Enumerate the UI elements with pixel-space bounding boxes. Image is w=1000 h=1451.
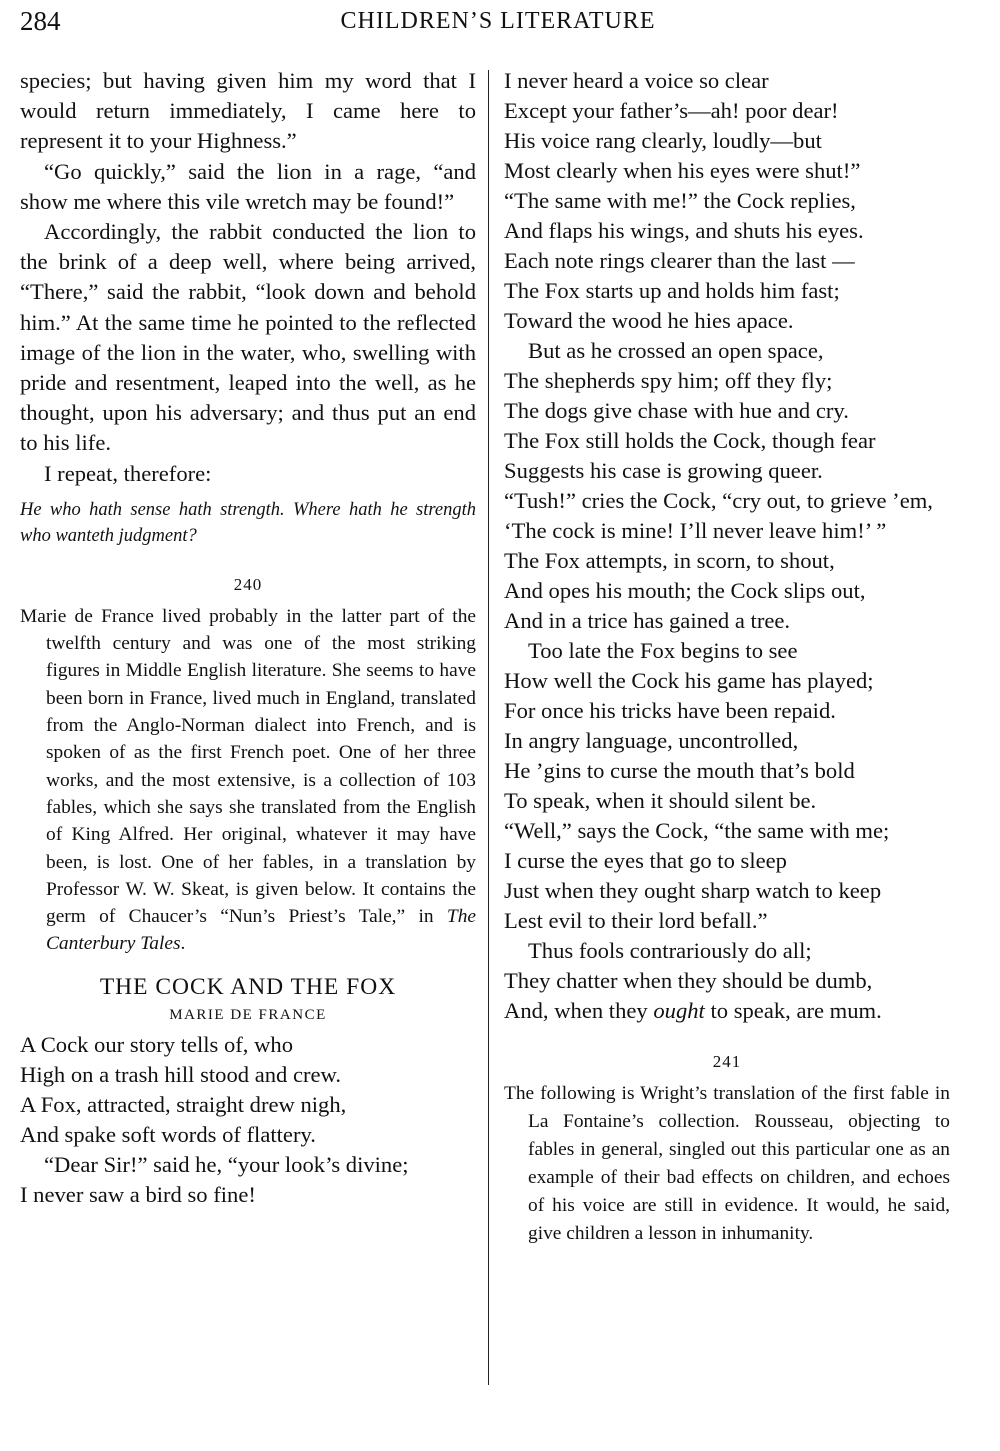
verse-line: I never heard a voice so clear	[504, 68, 769, 93]
verse-line: Except your father’s—ah! poor dear!	[504, 98, 839, 123]
page-header	[18, 6, 978, 42]
verse-line	[504, 996, 950, 1026]
verse-line: Most clearly when his eyes were shut!”	[504, 158, 861, 183]
verse-line: A Fox, attracted, straight drew nigh,	[20, 1091, 347, 1117]
verse-block	[504, 66, 950, 1026]
verse-line: Toward the wood he hies apace.	[504, 308, 794, 333]
verse-line: Each note rings clearer than the last —	[504, 248, 855, 273]
verse-line: For once his tricks have been repaid.	[504, 698, 836, 723]
verse-line: The Fox still holds the Cock, though fear	[504, 428, 876, 453]
verse-line: His voice rang clearly, loudly—but	[504, 128, 822, 153]
emphasis: ought	[653, 998, 705, 1023]
moral-text: He who hath sense hath strength. Where hath he strength who wanteth judgment?	[20, 499, 476, 546]
verse-line: To speak, when it should silent be.	[504, 788, 817, 813]
verse-line: And in a trice has gained a tree.	[504, 608, 791, 633]
verse-line: “Tush!” cries the Cock, “cry out, to grieve ’em,	[504, 488, 933, 513]
verse-line: Thus fools contrariously do all;	[528, 938, 812, 963]
verse-line: A Cock our story tells of, who	[20, 1031, 293, 1057]
verse-block	[20, 1030, 476, 1210]
page-number: 284	[20, 6, 61, 36]
verse-line: ‘The cock is mine! I’ll never leave him!’ ”	[504, 518, 887, 543]
verse-line: The dogs give chase with hue and cry.	[504, 398, 849, 423]
verse-line: But as he crossed an open space,	[528, 338, 824, 363]
verse-line: I curse the eyes that go to sleep	[504, 848, 787, 873]
running-title: CHILDREN’S LITERATURE	[340, 8, 656, 34]
editorial-note: The following is Wright’s translation of the first fable in La Fontaine’s collection. Rousseau, objecting to fables in general, singled out this particular one as an example of their bad effects on children, and echoes of his voice are still in evidence. It would, he said, give children a lesson in inhumanity.	[504, 1083, 950, 1244]
paragraph: species; but having given him my word that I would return immediately, I came here to represent it to your Highness.”	[20, 68, 476, 154]
book-title: The Canterbury Tales	[46, 906, 476, 955]
verse-line: And flaps his wings, and shuts his eyes.	[504, 218, 864, 243]
verse-line: The Fox starts up and holds him fast;	[504, 278, 840, 303]
paragraph: I repeat, therefore:	[44, 460, 212, 486]
poem-title: THE COCK AND THE FOX	[99, 973, 397, 1000]
section-number: 240	[233, 574, 263, 594]
verse-line: How well the Cock his game has played;	[504, 668, 874, 693]
verse-line: And opes his mouth; the Cock slips out,	[504, 578, 866, 603]
verse-text: to speak, are mum.	[710, 998, 882, 1023]
verse-line: He ’gins to curse the mouth that’s bold	[504, 758, 855, 783]
left-column	[20, 66, 476, 1210]
paragraph: Accordingly, the rabbit conducted the lion to the brink of a deep well, where being arrived, “There,” said the rabbit, “look down and behold him.” At the same time he pointed to the reflected image of the lion in the water, who, swelling with pride and resentment, leaped into the well, as he thought, upon his adversary; and thus put an end to his life.	[20, 219, 476, 456]
verse-line: Too late the Fox begins to see	[528, 638, 798, 663]
verse-line: “The same with me!” the Cock replies,	[504, 188, 856, 213]
verse-line: The Fox attempts, in scorn, to shout,	[504, 548, 835, 573]
note-end: .	[180, 933, 186, 955]
verse-line: In angry language, uncontrolled,	[504, 728, 799, 753]
verse-line: I never saw a bird so fine!	[20, 1181, 256, 1207]
editorial-note	[20, 603, 476, 958]
verse-line: “Well,” says the Cock, “the same with me;	[504, 818, 890, 843]
verse-line: The shepherds spy him; off they fly;	[504, 368, 833, 393]
paragraph: “Go quickly,” said the lion in a rage, “and show me where this vile wretch may be found!”	[20, 158, 476, 214]
verse-line: “Dear Sir!” said he, “your look’s divine;	[44, 1151, 409, 1177]
verse-line: High on a trash hill stood and crew.	[20, 1061, 342, 1087]
verse-line: Lest evil to their lord befall.”	[504, 908, 768, 933]
verse-text: And, when they	[504, 998, 648, 1023]
verse-line: Suggests his case is growing queer.	[504, 458, 823, 483]
right-column	[504, 66, 950, 1248]
verse-line: And spake soft words of flattery.	[20, 1121, 316, 1147]
poem-author: MARIE DE FRANCE	[169, 1006, 327, 1023]
section-number: 241	[712, 1052, 742, 1071]
note-text: Marie de France lived probably in the latter part of the twelfth century and was one of the most striking figures in Middle English literature. She seems to have been born in France, lived much in England, translated from the Anglo-Norman dialect into French, and is spoken of as the first French poet. One of her three works, and the most extensive, is a collection of 103 fables, which she says she translated from the English of King Alfred. Her original, whatever it may have been, is lost. One of her fables, in a translation by Professor W. W. Skeat, is given below. It contains the germ of Chaucer’s “Nun’s Priest’s Tale,” in	[20, 605, 476, 928]
verse-line: They chatter when they should be dumb,	[504, 968, 873, 993]
verse-line: Just when they ought sharp watch to keep	[504, 878, 882, 903]
column-rule	[488, 70, 489, 1385]
